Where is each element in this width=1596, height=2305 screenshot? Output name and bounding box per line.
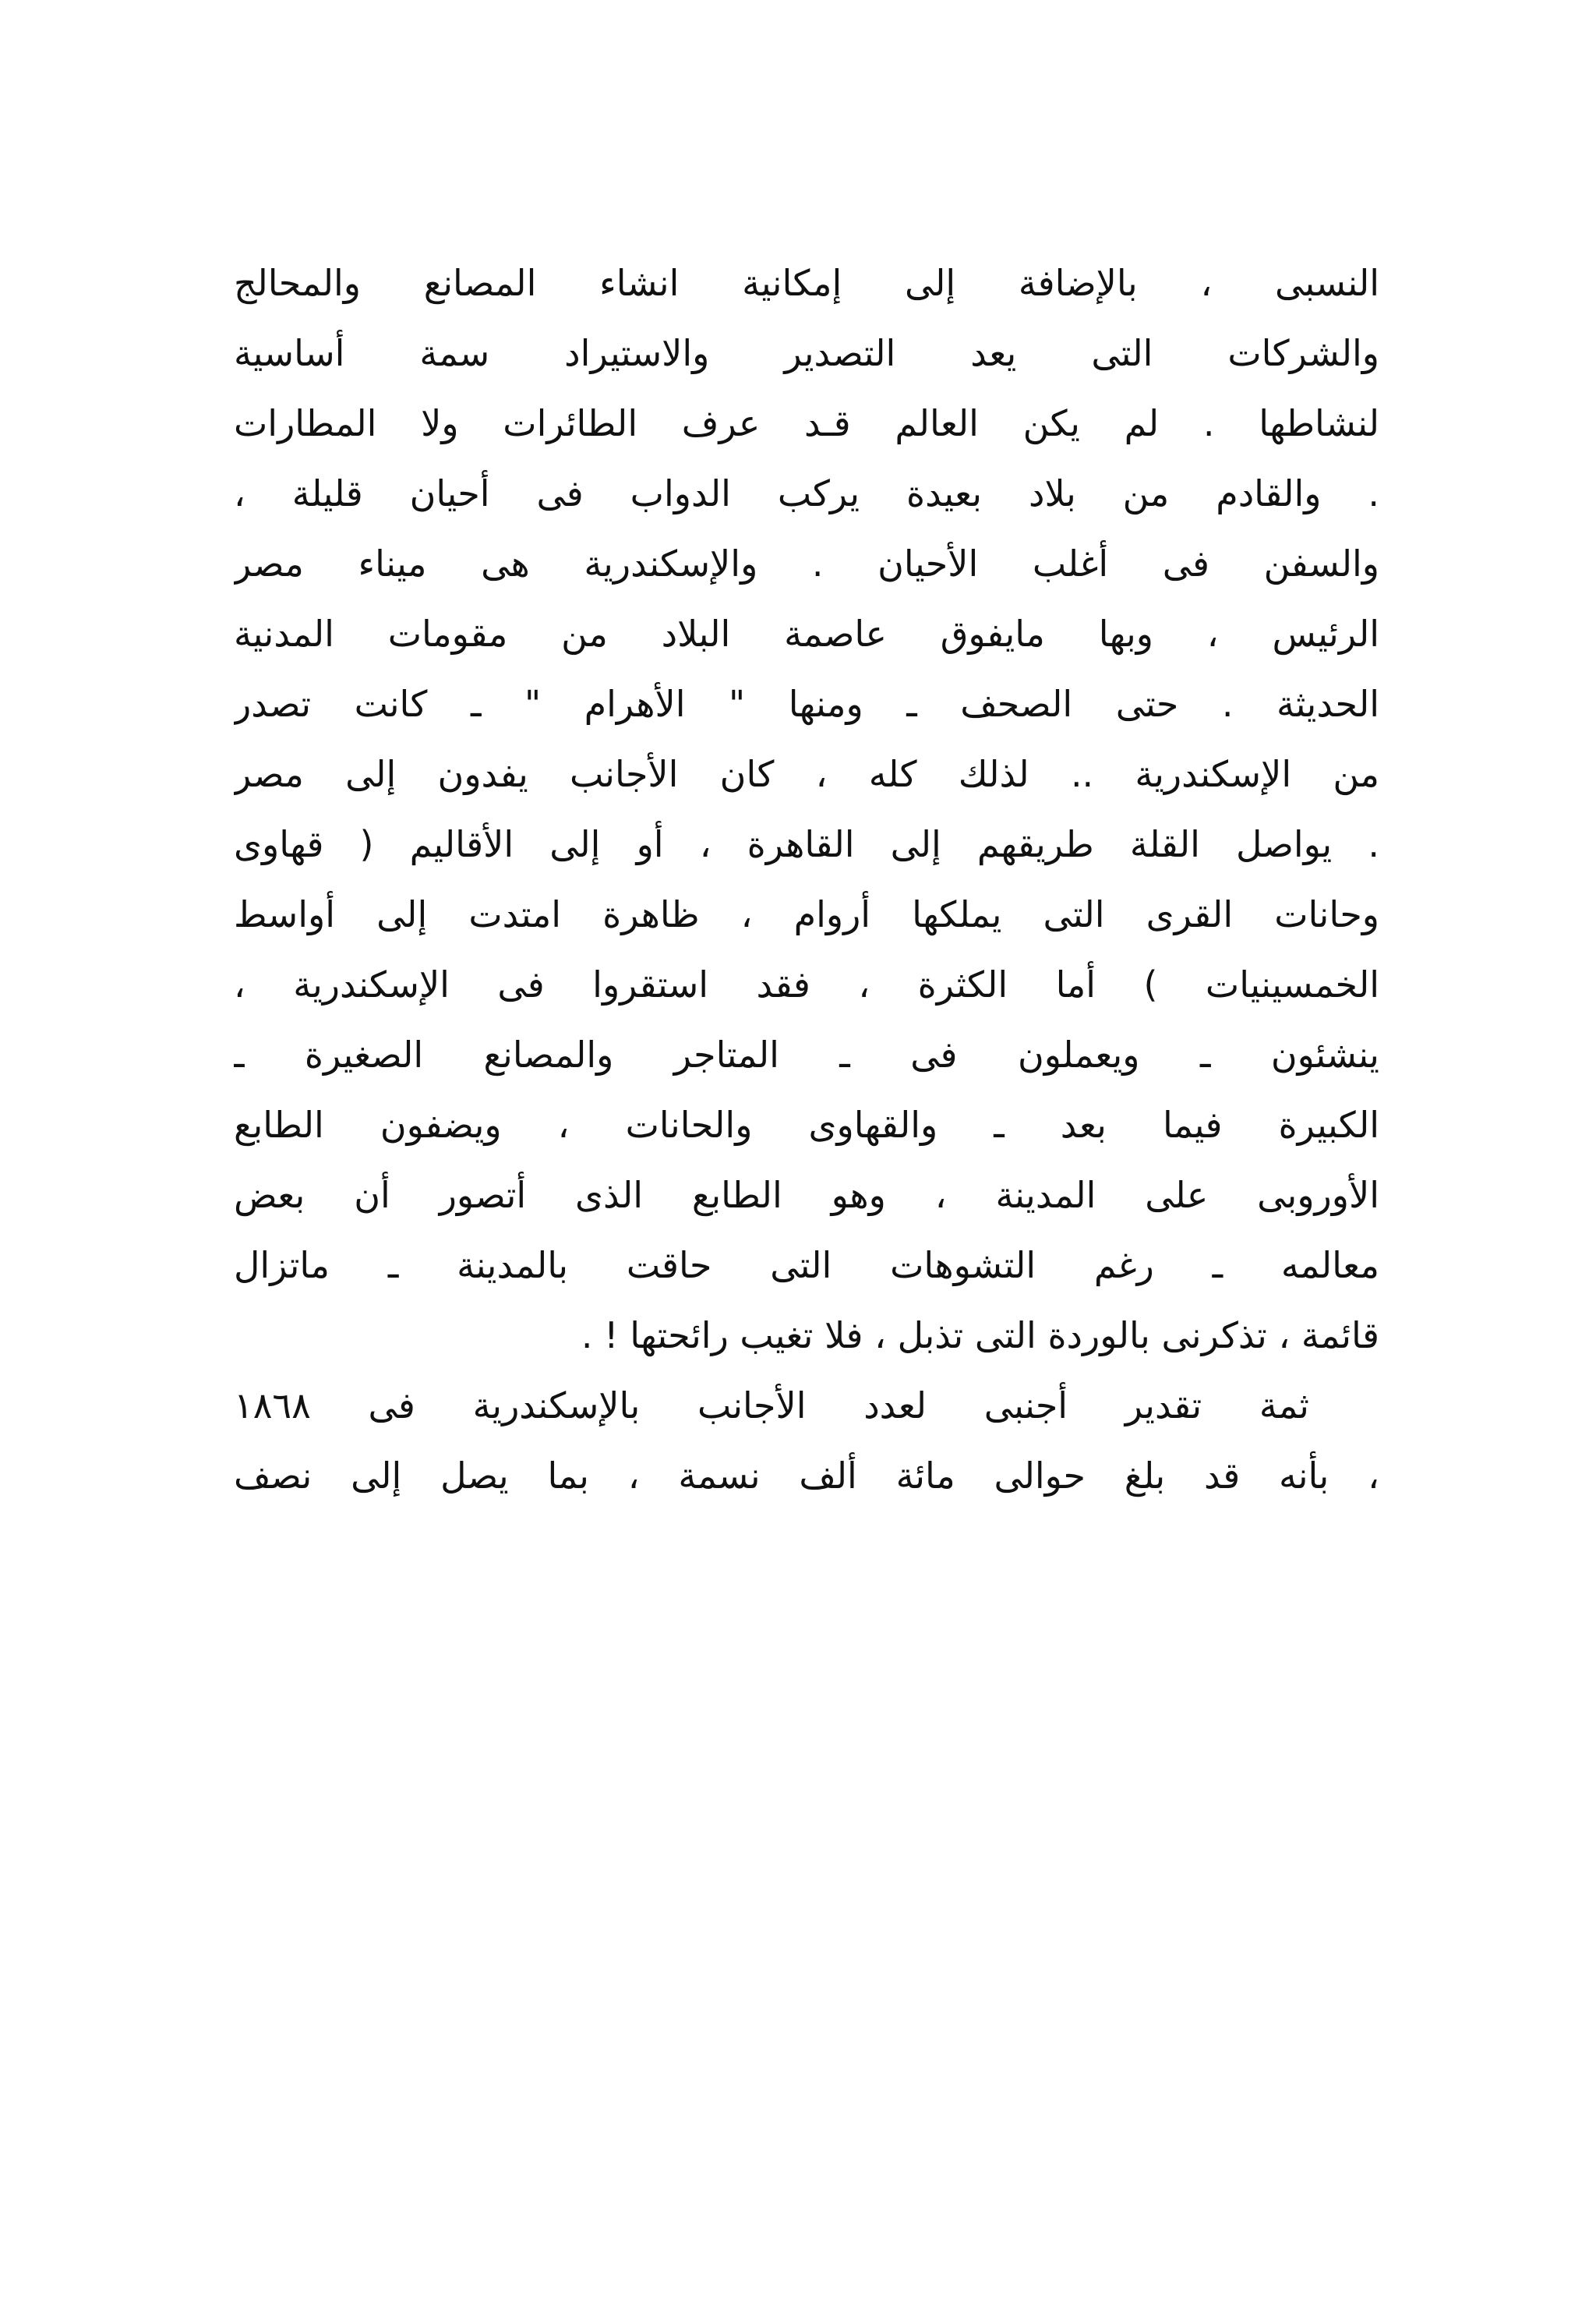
text-line: الخمسينيات ) أما الكثرة ، فقد استقروا فى الإسكندرية ، bbox=[234, 963, 1379, 1006]
text-line: والشركات التى يعد التصدير والاستيراد سمة أساسية bbox=[234, 332, 1379, 374]
text-line: النسبى ، بالإضافة إلى إمكانية انشاء المصانع والمحالج bbox=[234, 262, 1379, 304]
paragraph-first-line: ثمة تقدير أجنبى لعدد الأجانب بالإسكندرية فى ١٨٦٨ bbox=[234, 1384, 1309, 1426]
text-line: الأوروبى على المدينة ، وهو الطابع الذى أتصور أن بعض bbox=[234, 1174, 1379, 1216]
text-line: لنشاطها . لم يكن العالم قـد عرف الطائرات ولا المطارات bbox=[234, 402, 1379, 444]
text-line: . والقادم من بلاد بعيدة يركب الدواب فى أحيان قليلة ، bbox=[234, 472, 1379, 514]
text-line: . يواصل القلة طريقهم إلى القاهرة ، أو إلى الأقاليم ( قهاوى bbox=[234, 823, 1379, 865]
text-line: الكبيرة فيما بعد ـ والقهاوى والحانات ، ويضفون الطابع bbox=[234, 1104, 1379, 1146]
text-line: معالمه ـ رغم التشوهات التى حاقت بالمدينة ـ ماتزال bbox=[234, 1244, 1379, 1286]
text-line: والسفن فى أغلب الأحيان . والإسكندرية هى ميناء مصر bbox=[234, 543, 1379, 585]
text-line: ينشئون ـ ويعملون فى ـ المتاجر والمصانع الصغيرة ـ bbox=[234, 1034, 1379, 1076]
text-line: الحديثة . حتى الصحف ـ ومنها " الأهرام " ـ كانت تصدر bbox=[234, 683, 1379, 725]
text-line: ، بأنه قد بلغ حوالى مائة ألف نسمة ، بما يصل إلى نصف bbox=[234, 1455, 1379, 1497]
text-line: قائمة ، تذكرنى بالوردة التى تذبل ، فلا تغيب رائحتها ! . bbox=[581, 1314, 1379, 1356]
text-line: من الإسكندرية .. لذلك كله ، كان الأجانب يفدون إلى مصر bbox=[234, 753, 1379, 795]
text-line: الرئيس ، وبها مايفوق عاصمة البلاد من مقومات المدنية bbox=[234, 613, 1379, 655]
body-text bbox=[234, 248, 1379, 1511]
text-line: وحانات القرى التى يملكها أروام ، ظاهرة امتدت إلى أواسط bbox=[234, 893, 1379, 935]
